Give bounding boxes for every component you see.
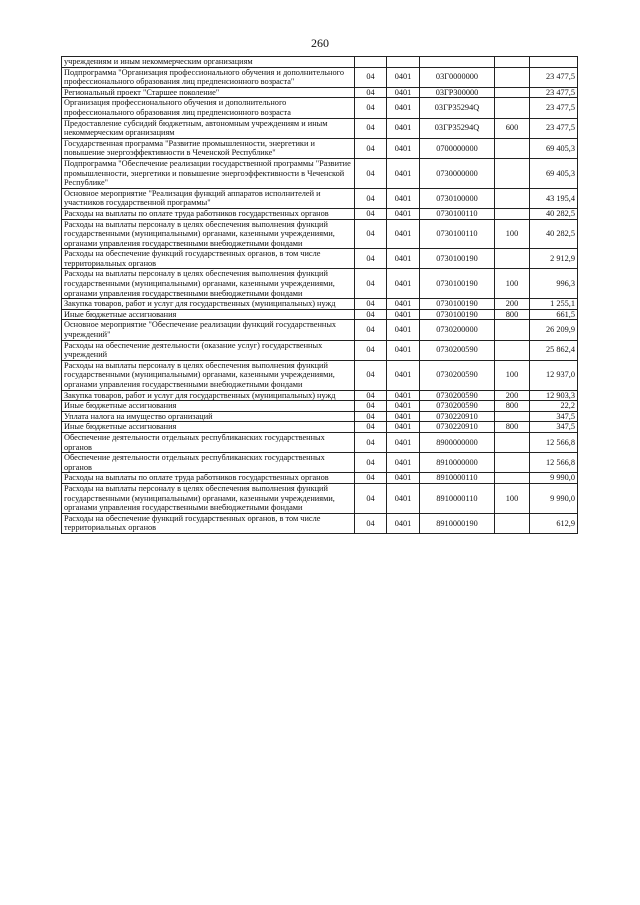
amount-cell: 40 282,5 <box>530 208 578 219</box>
subsection-code-cell: 0401 <box>387 401 420 412</box>
subsection-code-cell: 0401 <box>387 188 420 208</box>
subsection-code-cell: 0401 <box>387 219 420 249</box>
expense-name-cell: Основное мероприятие "Обеспечение реализации функций государственных учреждений" <box>62 320 355 340</box>
expense-name-cell: Расходы на обеспечение функций государственных органов, в том числе территориальных органов <box>62 513 355 533</box>
amount-cell: 12 937,0 <box>530 360 578 390</box>
section-code-cell: 04 <box>355 401 387 412</box>
section-code-cell: 04 <box>355 299 387 310</box>
table-row <box>62 513 578 533</box>
amount-cell: 12 566,8 <box>530 432 578 452</box>
target-article-cell: 0730100000 <box>420 188 495 208</box>
section-code-cell: 04 <box>355 513 387 533</box>
target-article-cell: 0730200000 <box>420 320 495 340</box>
table-row <box>62 67 578 87</box>
section-code-cell: 04 <box>355 98 387 118</box>
target-article-cell: 8910000000 <box>420 453 495 473</box>
amount-cell: 1 255,1 <box>530 299 578 310</box>
subsection-code-cell: 0401 <box>387 390 420 401</box>
target-article-cell: 0730200590 <box>420 390 495 401</box>
expense-type-cell: 100 <box>495 483 530 513</box>
subsection-code-cell: 0401 <box>387 453 420 473</box>
subsection-code-cell: 0401 <box>387 158 420 188</box>
expense-type-cell <box>495 249 530 269</box>
amount-cell: 612,9 <box>530 513 578 533</box>
expense-name-cell: Расходы на выплаты по оплате труда работников государственных органов <box>62 208 355 219</box>
page-number: 260 <box>311 36 329 50</box>
target-article-cell: 8910000110 <box>420 473 495 484</box>
subsection-code-cell: 0401 <box>387 98 420 118</box>
expense-name-cell: Расходы на обеспечение функций государственных органов, в том числе территориальных органов <box>62 249 355 269</box>
expense-name-cell: Расходы на выплаты персоналу в целях обеспечения выполнения функций государственными (муниципальными) органами, казенными учреждениями, органами управления государственными внебюджетными фондами <box>62 269 355 299</box>
table-row <box>62 87 578 98</box>
subsection-code-cell: 0401 <box>387 432 420 452</box>
expense-name-cell: Иные бюджетные ассигнования <box>62 401 355 412</box>
expense-type-cell <box>495 138 530 158</box>
amount-cell: 9 990,0 <box>530 473 578 484</box>
table-row <box>62 309 578 320</box>
table-row <box>62 390 578 401</box>
amount-cell: 25 862,4 <box>530 340 578 360</box>
section-code-cell: 04 <box>355 473 387 484</box>
expense-name-cell: Обеспечение деятельности отдельных республиканских государственных органов <box>62 453 355 473</box>
table-row <box>62 360 578 390</box>
subsection-code-cell: 0401 <box>387 513 420 533</box>
expense-type-cell <box>495 67 530 87</box>
subsection-code-cell: 0401 <box>387 320 420 340</box>
target-article-cell: 0730220910 <box>420 411 495 422</box>
subsection-code-cell: 0401 <box>387 208 420 219</box>
subsection-code-cell: 0401 <box>387 422 420 433</box>
table-row <box>62 483 578 513</box>
subsection-code-cell: 0401 <box>387 87 420 98</box>
target-article-cell <box>420 57 495 68</box>
table-row <box>62 57 578 68</box>
subsection-code-cell: 0401 <box>387 269 420 299</box>
subsection-code-cell: 0401 <box>387 118 420 138</box>
expense-name-cell: Расходы на выплаты персоналу в целях обеспечения выполнения функций государственными (муниципальными) органами, казенными учреждениями, органами управления государственными внебюджетными фондами <box>62 219 355 249</box>
expense-type-cell: 800 <box>495 401 530 412</box>
section-code-cell: 04 <box>355 411 387 422</box>
expense-name-cell: Предоставление субсидий бюджетным, автономным учреждениям и иным некоммерческим организациям <box>62 118 355 138</box>
amount-cell <box>530 57 578 68</box>
target-article-cell: 0730100190 <box>420 299 495 310</box>
target-article-cell: 0730000000 <box>420 158 495 188</box>
expense-type-cell <box>495 432 530 452</box>
table-body <box>62 57 578 534</box>
section-code-cell: 04 <box>355 432 387 452</box>
subsection-code-cell: 0401 <box>387 67 420 87</box>
expense-name-cell: Подпрограмма "Обеспечение реализации государственной программы "Развитие промышленности, энергетики и повышение энергоэффективности в Чеченской Республике" <box>62 158 355 188</box>
target-article-cell: 8910000190 <box>420 513 495 533</box>
subsection-code-cell <box>387 57 420 68</box>
subsection-code-cell: 0401 <box>387 473 420 484</box>
amount-cell: 69 405,3 <box>530 158 578 188</box>
expense-name-cell: Основное мероприятие "Реализация функций аппаратов исполнителей и участников государственной программы" <box>62 188 355 208</box>
subsection-code-cell: 0401 <box>387 360 420 390</box>
amount-cell: 40 282,5 <box>530 219 578 249</box>
table-row <box>62 118 578 138</box>
section-code-cell: 04 <box>355 67 387 87</box>
expense-type-cell: 200 <box>495 390 530 401</box>
amount-cell: 9 990,0 <box>530 483 578 513</box>
expense-name-cell: Региональный проект "Старшее поколение" <box>62 87 355 98</box>
subsection-code-cell: 0401 <box>387 483 420 513</box>
expense-name-cell: учреждениям и иным некоммерческим организациям <box>62 57 355 68</box>
target-article-cell: 0730100190 <box>420 309 495 320</box>
section-code-cell: 04 <box>355 87 387 98</box>
section-code-cell: 04 <box>355 269 387 299</box>
amount-cell: 347,5 <box>530 411 578 422</box>
target-article-cell: 03ГР35294Q <box>420 118 495 138</box>
section-code-cell: 04 <box>355 219 387 249</box>
amount-cell: 26 209,9 <box>530 320 578 340</box>
target-article-cell: 03ГР35294Q <box>420 98 495 118</box>
expense-type-cell <box>495 208 530 219</box>
target-article-cell: 0730200590 <box>420 340 495 360</box>
expense-type-cell <box>495 87 530 98</box>
amount-cell: 69 405,3 <box>530 138 578 158</box>
expense-name-cell: Закупка товаров, работ и услуг для государственных (муниципальных) нужд <box>62 390 355 401</box>
subsection-code-cell: 0401 <box>387 309 420 320</box>
target-article-cell: 0730100110 <box>420 208 495 219</box>
expense-name-cell: Закупка товаров, работ и услуг для государственных (муниципальных) нужд <box>62 299 355 310</box>
section-code-cell: 04 <box>355 188 387 208</box>
target-article-cell: 0730100190 <box>420 249 495 269</box>
section-code-cell: 04 <box>355 118 387 138</box>
section-code-cell: 04 <box>355 340 387 360</box>
expense-type-cell <box>495 320 530 340</box>
table-row <box>62 138 578 158</box>
expense-name-cell: Уплата налога на имущество организаций <box>62 411 355 422</box>
expense-name-cell: Государственная программа "Развитие промышленности, энергетики и повышение энергоэффективности в Чеченской Республике" <box>62 138 355 158</box>
amount-cell: 22,2 <box>530 401 578 412</box>
subsection-code-cell: 0401 <box>387 138 420 158</box>
section-code-cell: 04 <box>355 360 387 390</box>
section-code-cell: 04 <box>355 208 387 219</box>
expense-type-cell: 100 <box>495 360 530 390</box>
table-row <box>62 411 578 422</box>
expense-type-cell: 200 <box>495 299 530 310</box>
amount-cell: 43 195,4 <box>530 188 578 208</box>
budget-table <box>61 56 578 534</box>
table-row <box>62 422 578 433</box>
subsection-code-cell: 0401 <box>387 340 420 360</box>
target-article-cell: 8900000000 <box>420 432 495 452</box>
section-code-cell: 04 <box>355 138 387 158</box>
table-row <box>62 208 578 219</box>
table-row <box>62 269 578 299</box>
amount-cell: 23 477,5 <box>530 118 578 138</box>
section-code-cell: 04 <box>355 249 387 269</box>
section-code-cell: 04 <box>355 158 387 188</box>
expense-type-cell <box>495 158 530 188</box>
table-row <box>62 320 578 340</box>
section-code-cell: 04 <box>355 390 387 401</box>
expense-type-cell: 100 <box>495 269 530 299</box>
expense-name-cell: Организация профессионального обучения и дополнительного профессионального образования лиц предпенсионного возраста <box>62 98 355 118</box>
expense-name-cell: Расходы на выплаты персоналу в целях обеспечения выполнения функций государственными (муниципальными) органами, казенными учреждениями, органами управления государственными внебюджетными фондами <box>62 483 355 513</box>
expense-type-cell: 800 <box>495 309 530 320</box>
table-row <box>62 453 578 473</box>
expense-type-cell: 800 <box>495 422 530 433</box>
expense-name-cell: Подпрограмма "Организация профессионального обучения и дополнительного профессионального образования лиц предпенсионного возраста" <box>62 67 355 87</box>
subsection-code-cell: 0401 <box>387 411 420 422</box>
target-article-cell: 03Г0000000 <box>420 67 495 87</box>
expense-type-cell: 600 <box>495 118 530 138</box>
target-article-cell: 0730220910 <box>420 422 495 433</box>
expense-name-cell: Иные бюджетные ассигнования <box>62 422 355 433</box>
section-code-cell <box>355 57 387 68</box>
expense-type-cell <box>495 57 530 68</box>
table-row <box>62 219 578 249</box>
section-code-cell: 04 <box>355 453 387 473</box>
expense-type-cell <box>495 453 530 473</box>
table-row <box>62 188 578 208</box>
expense-type-cell <box>495 188 530 208</box>
subsection-code-cell: 0401 <box>387 299 420 310</box>
section-code-cell: 04 <box>355 483 387 513</box>
table-row <box>62 249 578 269</box>
subsection-code-cell: 0401 <box>387 249 420 269</box>
target-article-cell: 0730100110 <box>420 219 495 249</box>
amount-cell: 12 566,8 <box>530 453 578 473</box>
expense-type-cell: 100 <box>495 219 530 249</box>
amount-cell: 23 477,5 <box>530 87 578 98</box>
amount-cell: 23 477,5 <box>530 67 578 87</box>
target-article-cell: 0730100190 <box>420 269 495 299</box>
table-row <box>62 340 578 360</box>
expense-name-cell: Расходы на обеспечение деятельности (оказание услуг) государственных учреждений <box>62 340 355 360</box>
expense-type-cell <box>495 513 530 533</box>
amount-cell: 661,5 <box>530 309 578 320</box>
expense-type-cell <box>495 340 530 360</box>
target-article-cell: 0700000000 <box>420 138 495 158</box>
expense-type-cell <box>495 411 530 422</box>
amount-cell: 996,3 <box>530 269 578 299</box>
section-code-cell: 04 <box>355 422 387 433</box>
amount-cell: 2 912,9 <box>530 249 578 269</box>
expense-type-cell <box>495 98 530 118</box>
expense-name-cell: Иные бюджетные ассигнования <box>62 309 355 320</box>
amount-cell: 23 477,5 <box>530 98 578 118</box>
section-code-cell: 04 <box>355 309 387 320</box>
table-row <box>62 401 578 412</box>
table-row <box>62 473 578 484</box>
table-row <box>62 432 578 452</box>
expense-name-cell: Обеспечение деятельности отдельных республиканских государственных органов <box>62 432 355 452</box>
section-code-cell: 04 <box>355 320 387 340</box>
target-article-cell: 8910000110 <box>420 483 495 513</box>
target-article-cell: 03ГР300000 <box>420 87 495 98</box>
table-row <box>62 299 578 310</box>
table-row <box>62 98 578 118</box>
amount-cell: 12 903,3 <box>530 390 578 401</box>
expense-name-cell: Расходы на выплаты по оплате труда работников государственных органов <box>62 473 355 484</box>
expense-type-cell <box>495 473 530 484</box>
target-article-cell: 0730200590 <box>420 401 495 412</box>
amount-cell: 347,5 <box>530 422 578 433</box>
target-article-cell: 0730200590 <box>420 360 495 390</box>
table-row <box>62 158 578 188</box>
expense-name-cell: Расходы на выплаты персоналу в целях обеспечения выполнения функций государственными (муниципальными) органами, казенными учреждениями, органами управления государственными внебюджетными фондами <box>62 360 355 390</box>
